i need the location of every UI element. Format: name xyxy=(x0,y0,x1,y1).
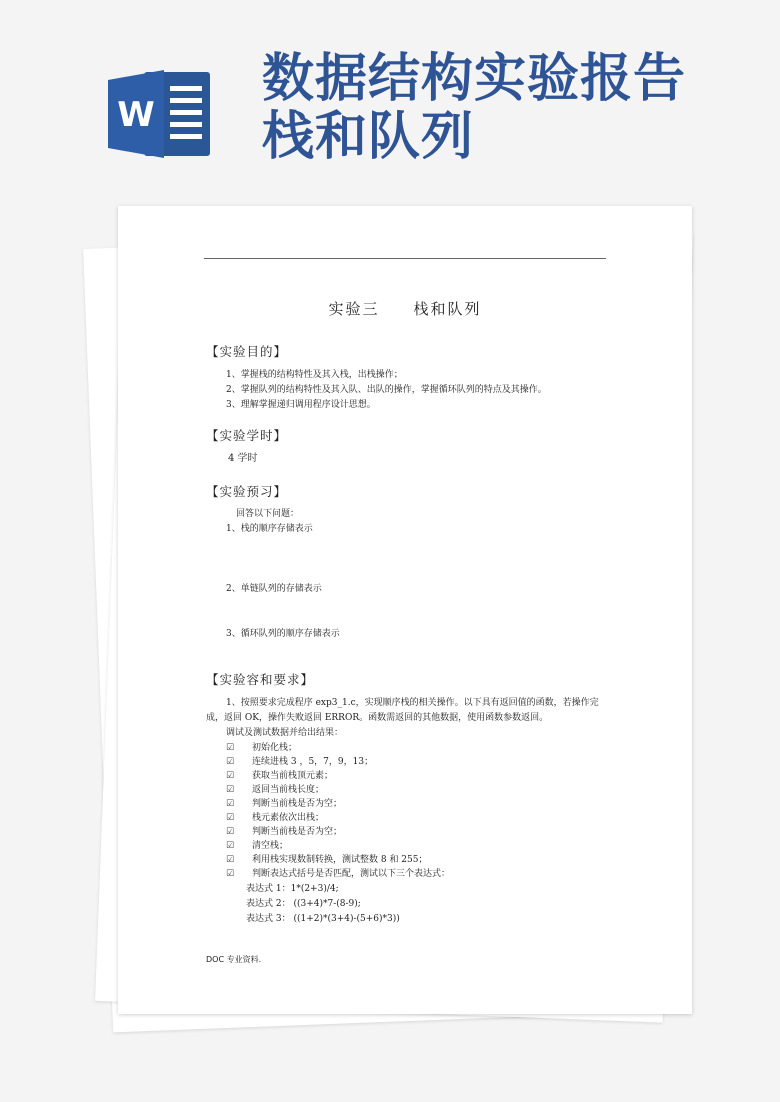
test-intro: 调试及测试数据并给出结果： xyxy=(226,728,344,738)
expression-2: 表达式 2： ((3+4)*7-(8-9); xyxy=(246,899,361,909)
hours-value: 4 学时 xyxy=(228,453,258,464)
banner-title-line2: 栈和队列 xyxy=(262,107,475,167)
checklist-item: ☑ 初始化栈； xyxy=(226,743,298,753)
checklist-item: ☑ 判断表达式括号是否匹配，测试以下三个表达式： xyxy=(226,869,451,879)
checkbox-icon: ☑ xyxy=(226,841,235,851)
page-footer: DOC 专业资料. xyxy=(206,955,262,964)
preview-intro: 回答以下问题： xyxy=(236,509,300,519)
section-heading-content: 【实验容和要求】 xyxy=(206,672,315,687)
svg-text:W: W xyxy=(117,95,155,135)
section-heading-preview: 【实验预习】 xyxy=(206,484,288,499)
preview-question-3: 3、循环队列的顺序存储表示 xyxy=(226,629,340,639)
banner-title xyxy=(262,50,686,166)
checklist-item: ☑ 获取当前栈顶元素； xyxy=(226,771,334,781)
checklist-item: ☑ 判断当前栈是否为空； xyxy=(226,827,343,837)
section-heading-hours: 【实验学时】 xyxy=(206,428,288,443)
header-rule xyxy=(204,258,606,259)
document-page xyxy=(118,206,692,1014)
expression-1: 表达式 1：1*(2+3)/4; xyxy=(246,884,339,894)
checkbox-icon: ☑ xyxy=(226,813,235,823)
objective-item-3: 3、理解掌握递归调用程序设计思想。 xyxy=(226,400,376,410)
checkbox-icon: ☑ xyxy=(226,743,235,753)
checklist-item: ☑ 连续进栈 3 ，5，7，9，13； xyxy=(226,757,374,767)
objective-item-1: 1、掌握栈的结构特性及其入栈，出栈操作； xyxy=(226,370,403,380)
checkbox-icon: ☑ xyxy=(226,771,235,781)
checklist-item: ☑ 栈元素依次出栈； xyxy=(226,813,325,823)
content-paragraph: 1、按照要求完成程序 exp3_1.c，实现顺序栈的相关操作。以下具有返回值的函数，若操作完成，返回 OK，操作失败返回 ERROR。函数需返回的其他数据，使用函数参数返回。 xyxy=(206,698,599,723)
checkbox-icon: ☑ xyxy=(226,785,235,795)
preview-question-1: 1、栈的顺序存储表示 xyxy=(226,524,313,534)
section-heading-objective: 【实验目的】 xyxy=(206,344,288,359)
expression-3: 表达式 3： ((1+2)*(3+4)-(5+6)*3)) xyxy=(246,914,400,924)
objective-item-2: 2、掌握队列的结构特性及其入队、出队的操作，掌握循环队列的特点及其操作。 xyxy=(226,385,547,395)
checkbox-icon: ☑ xyxy=(226,827,235,837)
checkbox-icon: ☑ xyxy=(226,757,235,767)
word-logo-icon xyxy=(108,68,212,160)
checkbox-icon: ☑ xyxy=(226,869,235,879)
checklist-item: ☑ 判断当前栈是否为空； xyxy=(226,799,343,809)
checklist-item: ☑ 清空栈； xyxy=(226,841,289,851)
checkbox-icon: ☑ xyxy=(226,855,235,865)
banner-title-line1: 数据结构实验报告 xyxy=(262,49,687,109)
preview-question-2: 2、单链队列的存储表示 xyxy=(226,584,322,594)
checkbox-icon: ☑ xyxy=(226,799,235,809)
document-title: 实验三 栈和队列 xyxy=(328,300,482,318)
checklist-item: ☑ 利用栈实现数制转换，测试整数 8 和 255； xyxy=(226,855,428,865)
checklist-item: ☑ 返回当前栈长度； xyxy=(226,785,325,795)
